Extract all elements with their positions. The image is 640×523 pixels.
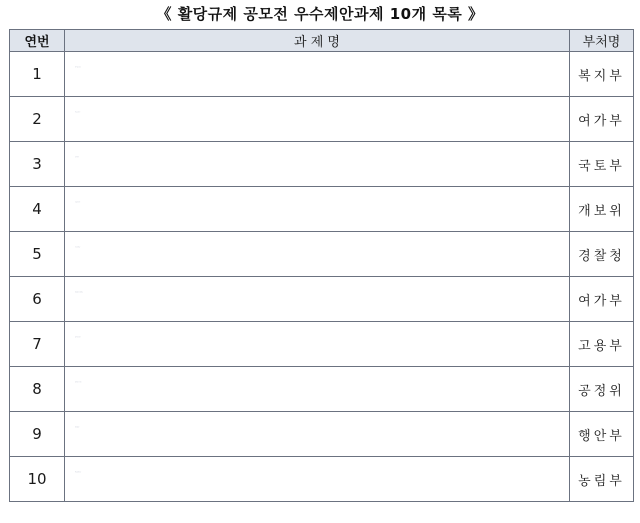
row-number: 8 (10, 367, 65, 412)
row-number: 5 (10, 232, 65, 277)
row-task (65, 367, 570, 412)
row-task (65, 52, 570, 97)
row-number: 9 (10, 412, 65, 457)
row-task (65, 277, 570, 322)
row-ministry: 행안부 (570, 412, 634, 457)
row-ministry: 경찰청 (570, 232, 634, 277)
row-ministry: 개보위 (570, 187, 634, 232)
table-row (10, 187, 634, 232)
row-number: 6 (10, 277, 65, 322)
task-title (75, 103, 569, 122)
row-ministry: 공정위 (570, 367, 634, 412)
task-note (75, 77, 569, 91)
table-row (10, 52, 634, 97)
task-note (75, 482, 569, 496)
task-note (75, 302, 569, 316)
task-title (75, 283, 569, 302)
table-row (10, 367, 634, 412)
row-task (65, 97, 570, 142)
row-task (65, 232, 570, 277)
row-task (65, 187, 570, 232)
row-ministry: 여가부 (570, 277, 634, 322)
row-ministry: 여가부 (570, 97, 634, 142)
row-ministry: 복지부 (570, 52, 634, 97)
row-number: 2 (10, 97, 65, 142)
row-ministry: 국토부 (570, 142, 634, 187)
header-task: 과 제 명 (65, 30, 570, 52)
table-row (10, 277, 634, 322)
task-title (75, 463, 569, 482)
row-number: 4 (10, 187, 65, 232)
task-title (75, 58, 569, 77)
task-title (75, 373, 569, 392)
task-title (75, 418, 569, 437)
task-note (75, 392, 569, 406)
task-table (9, 29, 634, 502)
task-title (75, 148, 569, 167)
row-task (65, 457, 570, 502)
row-task (65, 322, 570, 367)
task-note (75, 167, 569, 181)
table-row (10, 232, 634, 277)
table-row (10, 457, 634, 502)
header-number: 연번 (10, 30, 65, 52)
row-ministry: 고용부 (570, 322, 634, 367)
task-title (75, 328, 569, 347)
header-ministry: 부처명 (570, 30, 634, 52)
task-note (75, 212, 569, 226)
task-title (75, 193, 569, 212)
row-number: 3 (10, 142, 65, 187)
table-row (10, 142, 634, 187)
page-title: 《 활당규제 공모전 우수제안과제 10개 목록 》 (156, 5, 484, 23)
table-row (10, 412, 634, 457)
row-number: 7 (10, 322, 65, 367)
row-task (65, 142, 570, 187)
table-row (10, 322, 634, 367)
task-note (75, 257, 569, 271)
table-row (10, 97, 634, 142)
row-number: 1 (10, 52, 65, 97)
row-task (65, 412, 570, 457)
row-ministry: 농림부 (570, 457, 634, 502)
task-title (75, 238, 569, 257)
task-note (75, 347, 569, 361)
task-note (75, 122, 569, 136)
row-number: 10 (10, 457, 65, 502)
table-header-row (10, 30, 634, 52)
task-note (75, 437, 569, 451)
